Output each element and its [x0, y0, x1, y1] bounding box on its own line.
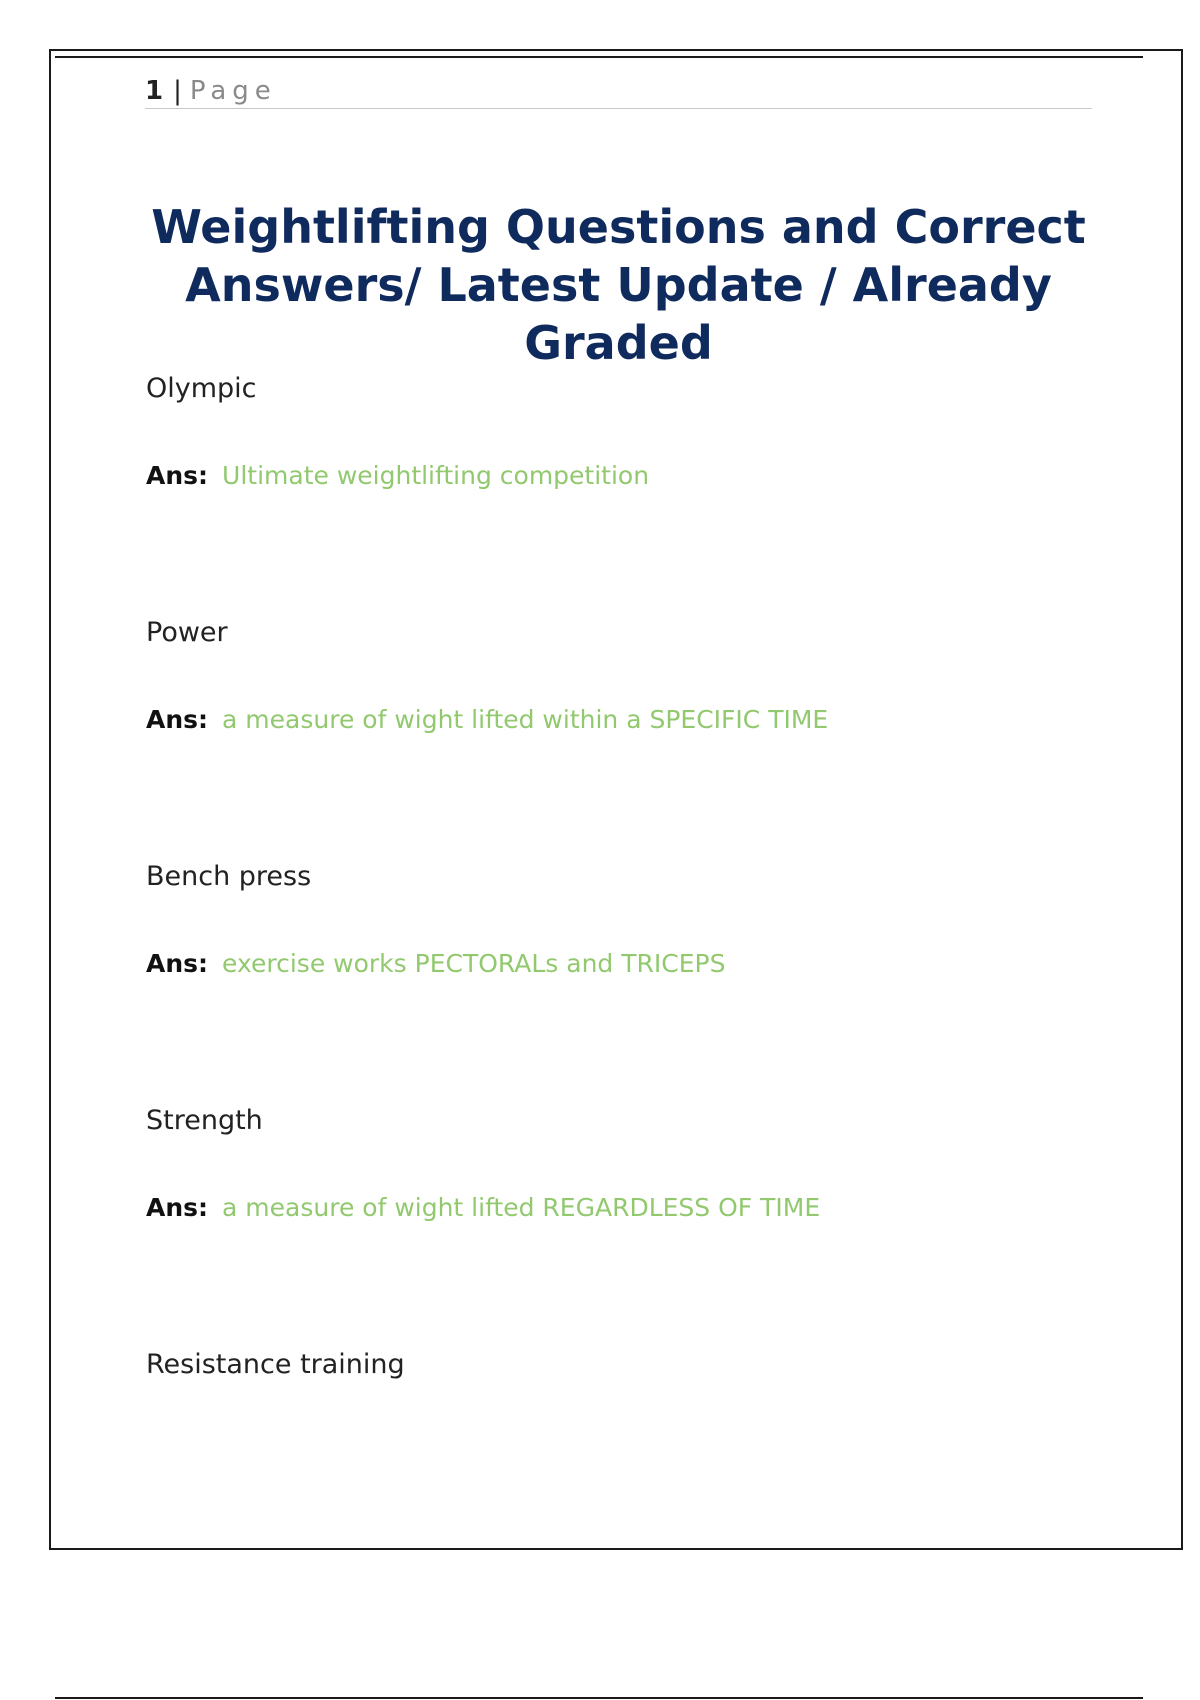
page-header [145, 76, 1092, 109]
qa-item [146, 616, 1086, 860]
answer-line [146, 460, 1086, 492]
answer-label: Ans: [146, 461, 209, 490]
answer-line [146, 1192, 1086, 1224]
answer-label: Ans: [146, 705, 209, 734]
answer-text: a measure of wight lifted REGARDLESS OF TIME [222, 1193, 821, 1222]
question-text: Resistance training [146, 1349, 405, 1380]
qa-item [146, 372, 1086, 616]
document-title: Weightlifting Questions and Correct Answers/ Latest Update / Already Graded [151, 200, 1086, 370]
answer-label: Ans: [146, 949, 209, 978]
question-text: Strength [146, 1105, 263, 1136]
answer-line [146, 704, 1086, 736]
answer-label: Ans: [146, 1193, 209, 1222]
question-text: Power [146, 617, 228, 648]
qa-item [146, 1348, 1086, 1592]
question-text: Olympic [146, 373, 257, 404]
question-text: Bench press [146, 861, 312, 892]
qa-item [146, 860, 1086, 1104]
bottom-rule [55, 1697, 1143, 1699]
page-label: Page [189, 76, 277, 106]
qa-list [146, 372, 1086, 1592]
answer-text: a measure of wight lifted within a SPECIFIC TIME [222, 705, 829, 734]
answer-text: exercise works PECTORALs and TRICEPS [222, 949, 726, 978]
top-rule [55, 56, 1143, 58]
answer-text: Ultimate weightlifting competition [222, 461, 650, 490]
qa-item [146, 1104, 1086, 1348]
page-separator: | [173, 76, 182, 106]
answer-line [146, 948, 1086, 980]
page-number: 1 [145, 76, 164, 106]
